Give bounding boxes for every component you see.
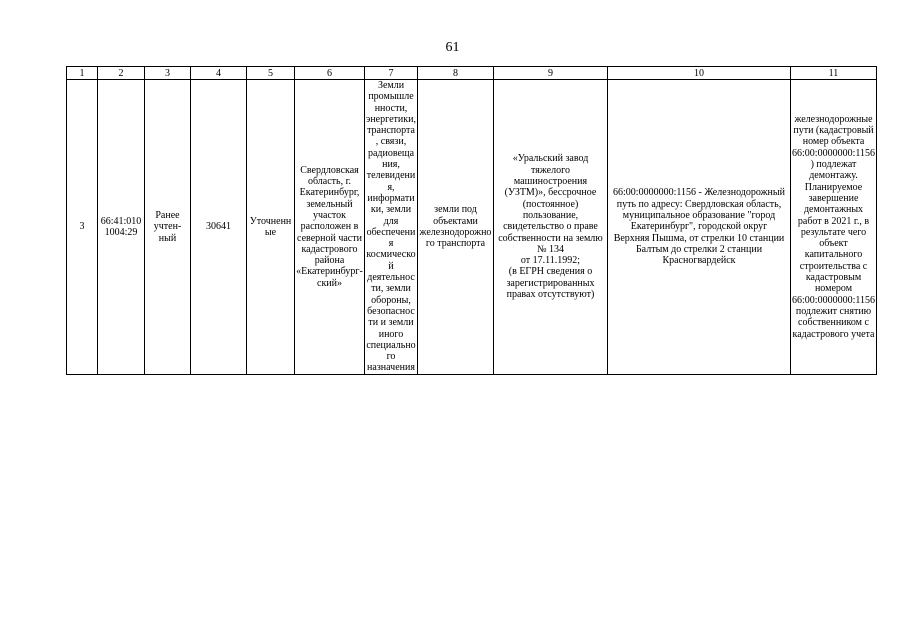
rights-holder-note: (в ЕГРН сведения о зарегистрированных правах отсутствуют)	[506, 266, 595, 300]
row-number: 3	[67, 80, 98, 375]
location-description: Свердловская область, г. Екатеринбург, земельный участок расположен в северной части кадастрового района «Екатеринбург-ский»	[295, 80, 365, 375]
column-number: 8	[418, 67, 494, 80]
notes: железнодорожные пути (кадастровый номер объекта 66:00:0000000:1156) подлежат демонтажу. Планируемое завершение демонтажных работ в 2021 г., в результате чего объект капитального строительства с кадастровым номером 66:00:0000000:1156 подлежит снятию собственником с кадастрового учета	[791, 80, 877, 375]
column-number: 7	[365, 67, 418, 80]
object-on-plot-text: 66:00:0000000:1156 - Железнодорожный путь по адресу: Свердловская область, муниципальное образование "город Екатеринбург", городской округ	[613, 187, 785, 233]
column-number: 11	[791, 67, 877, 80]
column-number: 4	[191, 67, 247, 80]
rights-holder-date: от 17.11.1992;	[520, 255, 581, 267]
registration-status: Ранее учтен-ный	[145, 80, 191, 375]
area-value: 30641	[191, 80, 247, 375]
permitted-use: земли под объектами железнодорожного транспорта	[418, 80, 494, 375]
object-on-plot-route: Верхняя Пышма, от стрелки 10 станции Балтым до стрелки 2 станции Красногвардейск	[613, 232, 785, 267]
column-number: 9	[494, 67, 608, 80]
land-register-table	[66, 66, 877, 375]
rights-holder-text: «Уральский завод тяжелого машиностроения (УЗТМ)», бессрочное (постоянное) пользование, свидетельство о праве собственности на землю № 134	[498, 153, 603, 255]
page-number: 61	[445, 40, 460, 55]
column-number-row	[67, 67, 877, 80]
column-number: 1	[67, 67, 98, 80]
area-type: Уточненные	[247, 80, 295, 375]
object-on-plot	[608, 80, 791, 375]
land-category: Земли промышленности, энергетики, транспорта, связи, радиовещания, телевидения, информатики, земли для обеспечения космической деятельности, земли обороны, безопасности и земли иного специального назначения	[366, 80, 416, 374]
column-number: 2	[98, 67, 145, 80]
cadastral-number: 66:41:0101004:29	[98, 80, 145, 375]
rights-holder	[494, 80, 608, 375]
column-number: 5	[247, 67, 295, 80]
column-number: 6	[295, 67, 365, 80]
column-number: 10	[608, 67, 791, 80]
table-row	[67, 80, 877, 375]
column-number: 3	[145, 67, 191, 80]
